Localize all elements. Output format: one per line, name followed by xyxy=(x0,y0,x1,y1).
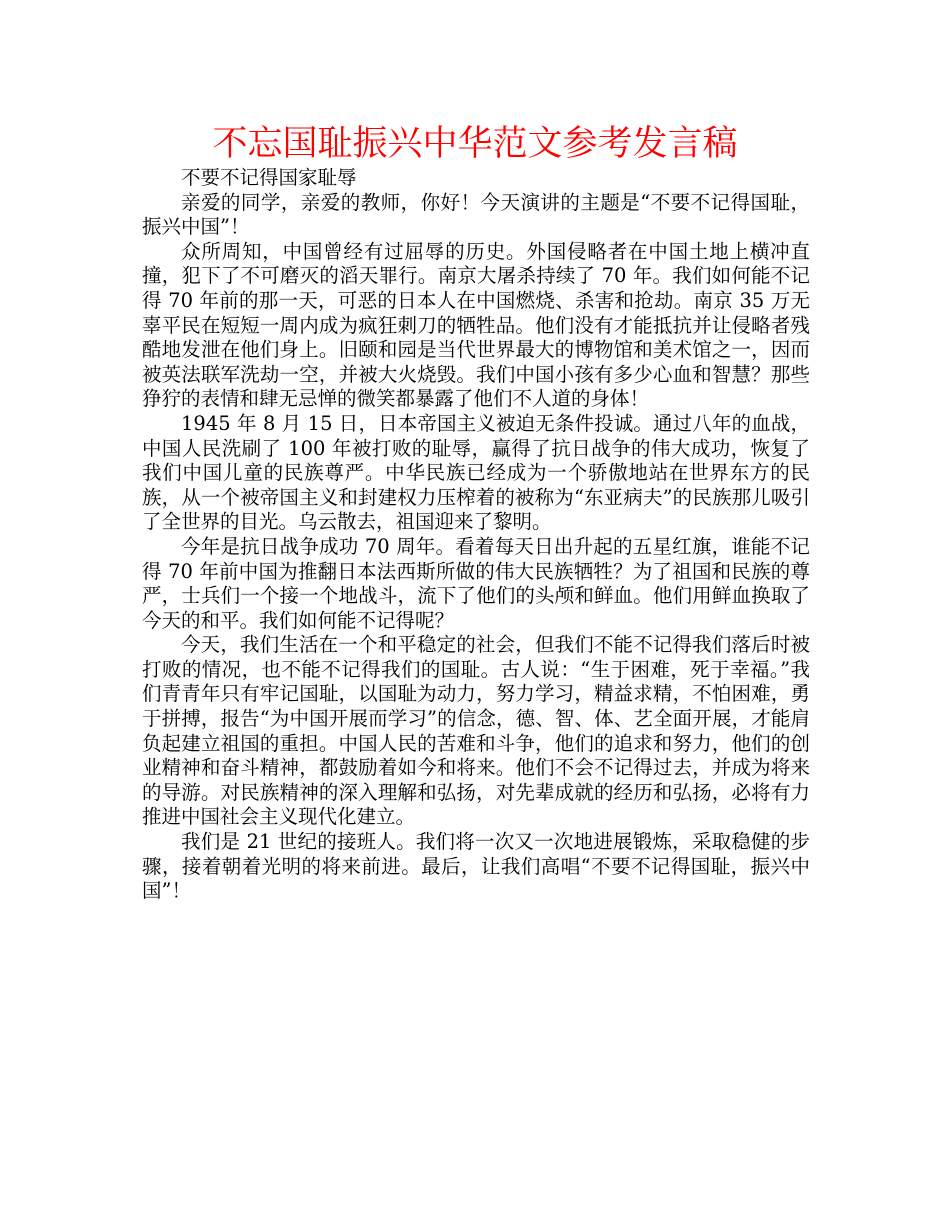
paragraph-heading: 不要不记得国家耻辱 xyxy=(181,166,357,189)
paragraph: 亲爱的同学，亲爱的教师，你好！今天演讲的主题是“不要不记得国耻，振兴中国”！ xyxy=(142,190,810,239)
paragraph: 我们是 21 世纪的接班人。我们将一次又一次地进展锻炼，采取稳健的步骤，接着朝着光明的将来前进。最后，让我们高唱“不要不记得国耻，振兴中国”！ xyxy=(142,830,810,903)
paragraph: 众所周知，中国曾经有过屈辱的历史。外国侵略者在中国土地上横冲直撞，犯下了不可磨灭的滔天罪行。南京大屠杀持续了 70 年。我们如何能不记得 70 年前的那一天，可恶的日本人在中国燃烧、杀害和抢劫。南京 35 万无辜平民在短短一周内成为疯狂刺刀的牺牲品。他们没有才能抵抗并让侵略者残酷地发泄在他们身上。旧颐和园是当代世界最大的博物馆和美术馆之一，因而被英法联军洗劫一空，并被大火烧毁。我们中国小孩有多少心血和智慧？那些狰狞的表情和肆无忌惮的微笑都暴露了他们不人道的身体！ xyxy=(142,239,810,411)
paragraph: 1945 年 8 月 15 日，日本帝国主义被迫无条件投诚。通过八年的血战，中国人民洗刷了 100 年被打败的耻辱，赢得了抗日战争的伟大成功，恢复了我们中国儿童的民族尊严。中华民族已经成为一个骄傲地站在世界东方的民族，从一个被帝国主义和封建权力压榨着的被称为“东亚病夫”的民族那儿吸引了全世界的目光。乌云散去，祖国迎来了黎明。 xyxy=(142,411,810,534)
paragraph: 今天，我们生活在一个和平稳定的社会，但我们不能不记得我们落后时被打败的情况，也不能不记得我们的国耻。古人说：“生于困难，死于幸福。”我们青青年只有牢记国耻，以国耻为动力，努力学习，精益求精，不怕困难，勇于拼搏，报告“为中国开展而学习”的信念，德、智、体、艺全面开展，才能肩负起建立祖国的重担。中国人民的苦难和斗争，他们的追求和努力，他们的创业精神和奋斗精神，都鼓励着如今和将来。他们不会不记得过去，并成为将来的导游。对民族精神的深入理解和弘扬，对先辈成就的经历和弘扬，必将有力推进中国社会主义现代化建立。 xyxy=(142,633,810,829)
document-body xyxy=(142,166,810,904)
paragraph: 今年是抗日战争成功 70 周年。看着每天日出升起的五星红旗，谁能不记得 70 年前中国为推翻日本法西斯所做的伟大民族牺牲？为了祖国和民族的尊严，士兵们一个接一个地战斗，流下了他们的头颅和鲜血。他们用鲜血换取了今天的和平。我们如何能不记得呢？ xyxy=(142,534,810,632)
document-title: 不忘国耻振兴中华范文参考发言稿 xyxy=(212,124,738,164)
